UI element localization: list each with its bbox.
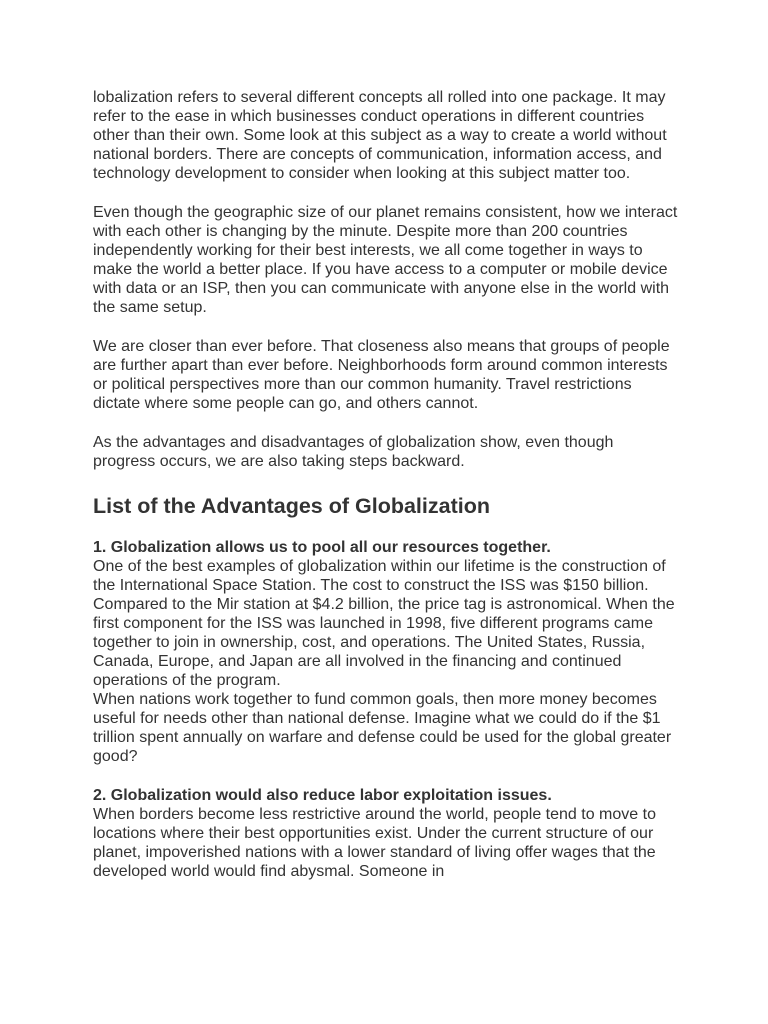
document-page	[93, 88, 678, 881]
intro-paragraph-2: Even though the geographic size of our planet remains consistent, how we interact with each other is changing by the minute. Despite more than 200 countries independently working for their best interests, we all come together in ways to make the world a better place. If you have access to a computer or mobile device with data or an ISP, then you can communicate with anyone else in the world with the same setup.	[93, 204, 678, 316]
section-heading: List of the Advantages of Globalization	[93, 494, 490, 518]
item-title: 1. Globalization allows us to pool all our resources together.	[93, 539, 551, 556]
intro-paragraph-1: lobalization refers to several different concepts all rolled into one package. It may refer to the ease in which businesses conduct operations in different countries other than their own. Some look at this subject as a way to create a world without national borders. There are concepts of communication, information access, and technology development to consider when looking at this subject matter too.	[93, 89, 667, 182]
item-title: 2. Globalization would also reduce labor exploitation issues.	[93, 787, 552, 804]
item-body: When nations work together to fund common goals, then more money becomes useful for needs other than national defense. Imagine what we could do if the $1 trillion spent annually on warfare and defense could be used for the global greater good?	[93, 691, 672, 765]
list-item	[93, 786, 678, 881]
list-item	[93, 538, 678, 766]
item-body: One of the best examples of globalization within our lifetime is the construction of the International Space Station. The cost to construct the ISS was $150 billion. Compared to the Mir station at $4.2 billion, the price tag is astronomical. When the first component for the ISS was launched in 1998, five different programs came together to join in ownership, cost, and operations. The United States, Russia, Canada, Europe, and Japan are all involved in the financing and continued operations of the program.	[93, 558, 675, 689]
intro-paragraph-3: We are closer than ever before. That closeness also means that groups of people are further apart than ever before. Neighborhoods form around common interests or political perspectives more than our common humanity. Travel restrictions dictate where some people can go, and others cannot.	[93, 338, 670, 412]
intro-paragraph-4: As the advantages and disadvantages of globalization show, even though progress occurs, we are also taking steps backward.	[93, 434, 614, 470]
item-body: When borders become less restrictive around the world, people tend to move to locations where their best opportunities exist. Under the current structure of our planet, impoverished nations with a lower standard of living offer wages that the developed world would find abysmal. Someone in	[93, 806, 656, 880]
